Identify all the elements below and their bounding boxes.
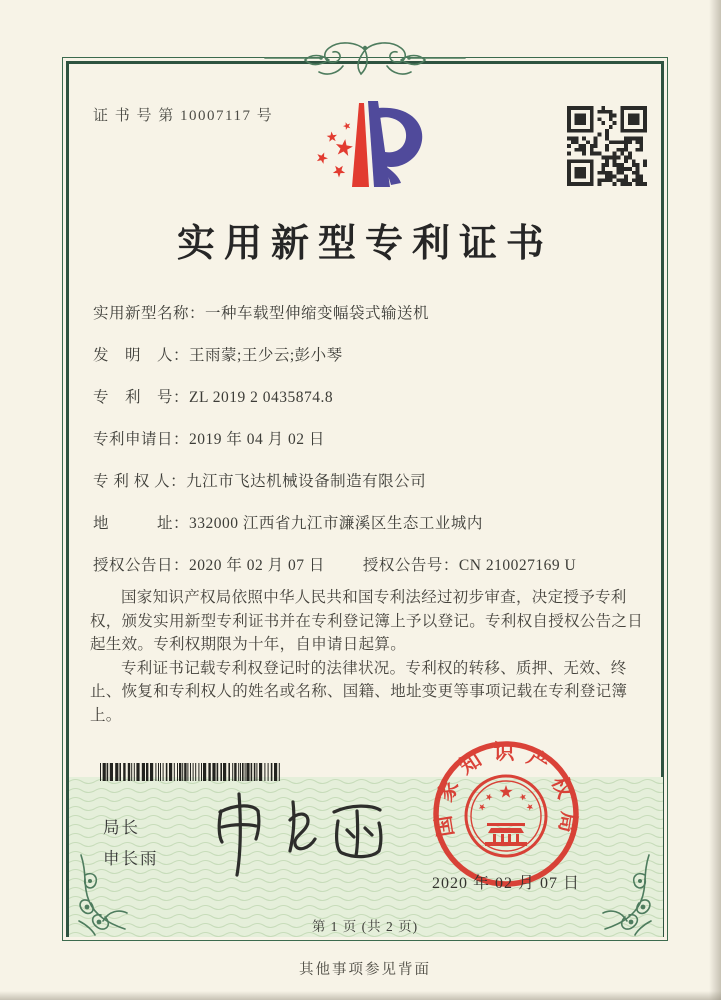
field-value: 332000 江西省九江市濂溪区生态工业城内 [189,515,483,532]
field-value: 2019 年 04 月 02 日 [189,431,325,448]
legal-paragraph-2: 专利证书记载专利权登记时的法律状况。专利权的转移、质押、无效、终止、恢复和专利权人的姓名或名称、国籍、地址变更等事项记载在专利登记簿上。 [90,659,628,724]
field-label: 专 利 号： [93,389,190,406]
barcode [100,763,281,781]
field-utility-model-name [93,301,645,343]
scan-edge [0,991,721,1000]
field-patent-number [93,385,645,427]
field-value: ZL 2019 2 0435874.8 [189,389,334,406]
certificate-title: 实用新型专利证书 [176,223,553,265]
national-emblem-icon [466,776,546,856]
field-label: 发 明 人： [93,347,190,364]
field-value: 九江市飞达机械设备制造有限公司 [186,473,427,490]
director-signature [196,780,401,880]
field-label: 授权公告日： [93,557,190,574]
field-value: CN 210027169 U [458,557,577,574]
legal-text [90,586,644,727]
field-label: 授权公告号： [362,557,459,574]
certificate-fields [93,301,645,595]
field-value: 一种车载型伸缩变幅袋式输送机 [205,305,430,322]
cnipa-logo-icon [303,99,433,194]
field-application-date [93,427,645,469]
field-address [93,511,645,553]
field-label: 专 利 权 人： [93,473,187,490]
field-inventors [93,343,645,385]
page-indicator: 第 1 页 (共 2 页) [311,919,419,934]
field-value: 2020 年 02 月 07 日 [189,557,325,574]
top-flourish-ornament-icon [263,36,467,80]
legal-paragraph-1: 国家知识产权局依照中华人民共和国专利法经过初步审查，决定授予专利权，颁发实用新型专利证书并在专利登记簿上予以登记。专利权自授权公告之日起生效。专利权期限为十年，自申请日起算。 [90,589,644,653]
field-label: 专利申请日： [93,431,190,448]
field-value: 王雨蒙;王少云;彭小琴 [189,347,343,364]
field-label: 地 址： [93,515,190,532]
field-label: 实用新型名称： [93,305,206,322]
director-name: 申长雨 [103,849,159,868]
seal-text: 国家知识产权局 [430,739,582,839]
scan-edge [709,0,721,1000]
seal-date: 2020 年 02 月 07 日 [431,875,580,892]
certificate-number: 证 书 号 第 10007117 号 [93,108,274,124]
director-block [103,812,159,874]
director-title: 局长 [103,818,140,837]
back-note: 其他事项参见背面 [299,962,431,978]
qr-code [567,106,647,186]
field-patentee [93,469,645,511]
